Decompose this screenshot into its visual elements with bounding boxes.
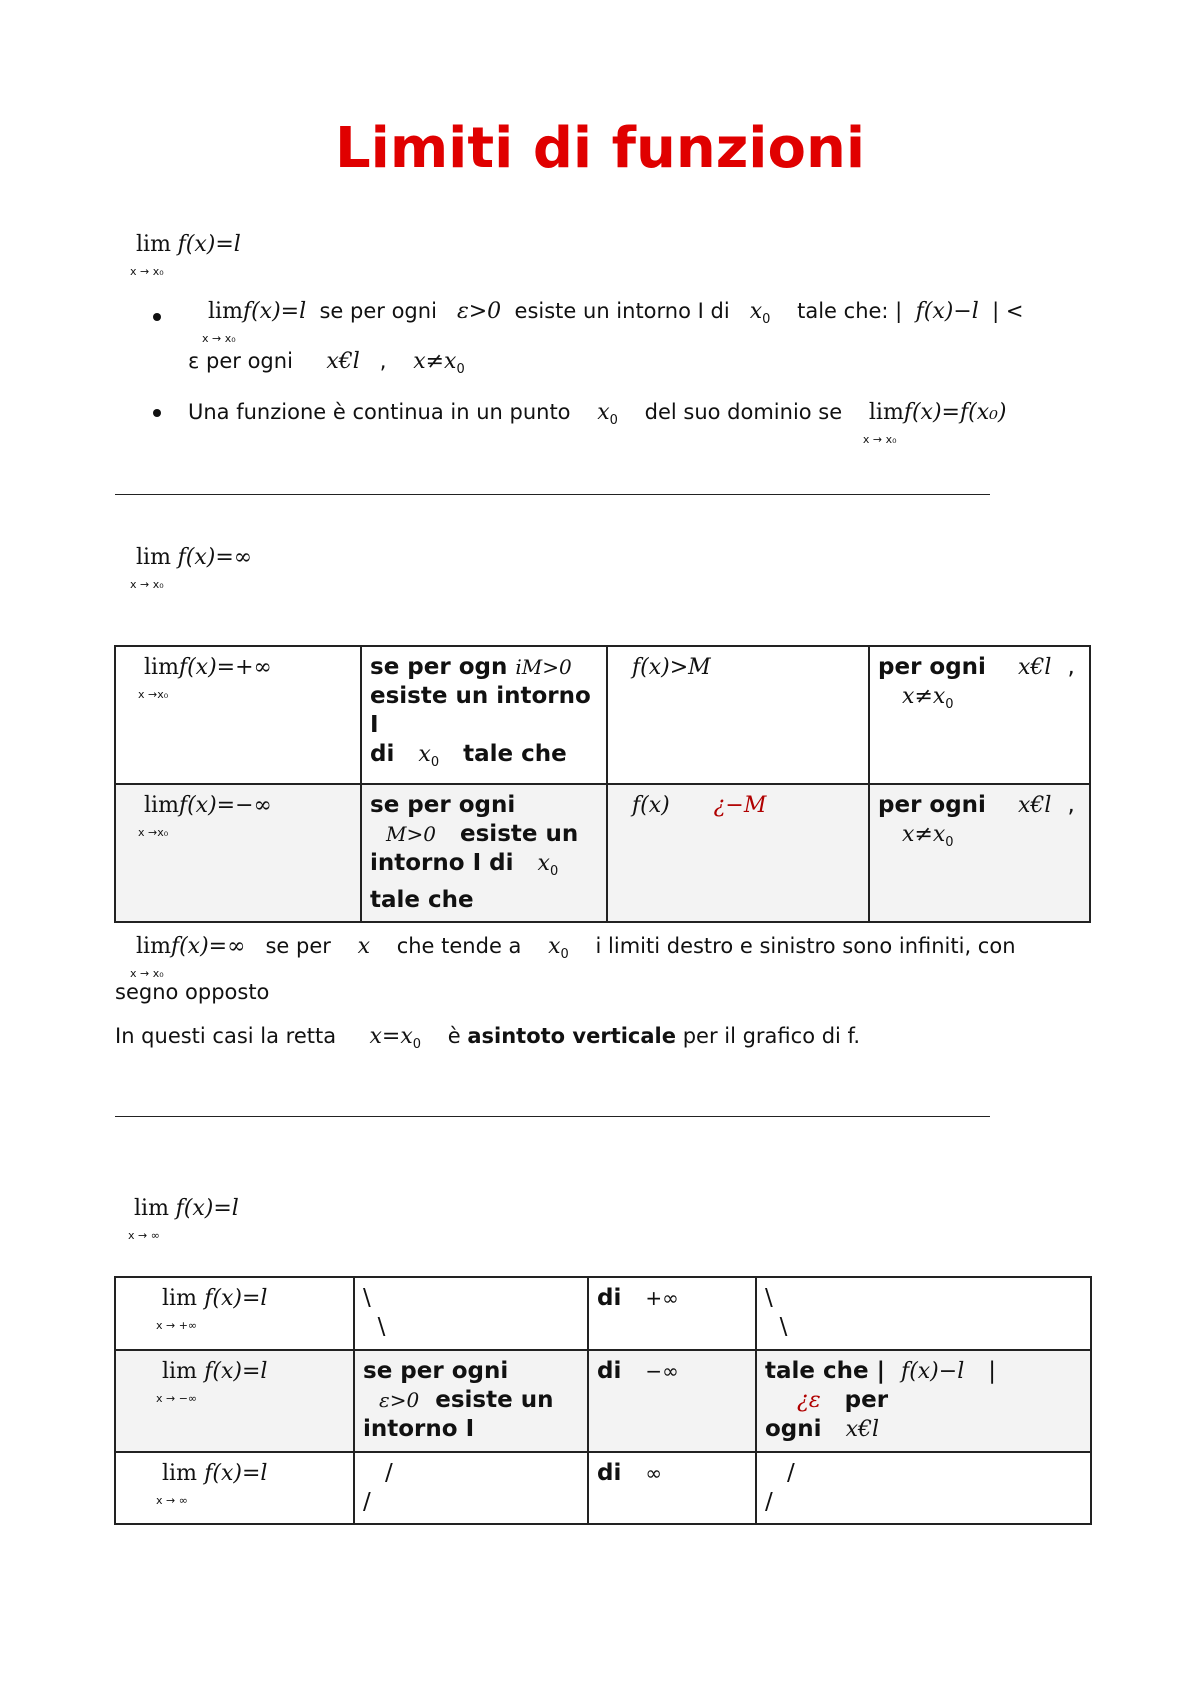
- section1-heading: lim x → x₀ f(x)=l: [130, 232, 241, 278]
- table-cell: di +∞: [588, 1277, 756, 1350]
- table-cell: lim x → ∞ f(x)=l: [115, 1452, 354, 1524]
- note-opposite-signs-cont: segno opposto: [115, 980, 270, 1004]
- divider: [115, 1116, 990, 1117]
- page-title: Limiti di funzioni: [334, 116, 866, 181]
- table-cell: per ogni x€l , $x\ne x_0$: [869, 784, 1090, 922]
- bullet-definition-limit: lim x → x₀ f(x)=l se per ogni ε>0 esiste un intorno I di $x_0$ tale che: | f(x)−l | <: [202, 299, 1024, 345]
- table-row: [115, 1452, 1091, 1524]
- table-cell: lim x → +∞ f(x)=l: [115, 1277, 354, 1350]
- table-cell: lim x →x₀ f(x)=+∞: [115, 646, 361, 784]
- table-cell: \ \: [354, 1277, 588, 1350]
- table-cell: di ∞: [588, 1452, 756, 1524]
- section2-heading: lim x → x₀ f(x)=∞: [130, 545, 253, 591]
- table-cell: se per ogn iM>0 esiste un intorno I di $x_0$ tale che: [361, 646, 607, 784]
- bullet-dot: [153, 313, 161, 321]
- table-cell: \ \: [756, 1277, 1091, 1350]
- table-cell: f(x) ¿−M: [607, 784, 869, 922]
- infinite-limit-table: [114, 645, 1091, 923]
- bullet-continuity: Una funzione è continua in un punto $x_0$ del suo dominio se lim x → x₀ f(x)=f(x₀): [188, 400, 1007, 446]
- section3-heading: lim x → ∞ f(x)=l: [128, 1196, 239, 1242]
- limit-at-infinity-table: [114, 1276, 1092, 1525]
- vertical-asymptote-note: In questi casi la retta $x=x_0$ è asintoto verticale per il grafico di f.: [115, 1024, 861, 1052]
- bullet-definition-limit-cont: ε per ogni x€l , $x\ne x_0$: [188, 349, 465, 377]
- table-cell: / /: [354, 1452, 588, 1524]
- table-row: [115, 1277, 1091, 1350]
- table-cell: tale che | f(x)−l | ¿ε per ogni x€l: [756, 1350, 1091, 1452]
- divider: [115, 494, 990, 495]
- bullet-dot: [153, 409, 161, 417]
- table-cell: lim x → −∞ f(x)=l: [115, 1350, 354, 1452]
- table-cell: per ogni x€l , $x\ne x_0$: [869, 646, 1090, 784]
- table-cell: se per ogni ε>0 esiste un intorno I: [354, 1350, 588, 1452]
- table-cell: lim x →x₀ f(x)=−∞: [115, 784, 361, 922]
- table-row: [115, 646, 1090, 784]
- table-cell: di −∞: [588, 1350, 756, 1452]
- table-row: [115, 784, 1090, 922]
- table-cell: / /: [756, 1452, 1091, 1524]
- table-row: [115, 1350, 1091, 1452]
- table-cell: se per ogni M>0 esiste un intorno I di $x_0$ tale che: [361, 784, 607, 922]
- table-cell: f(x)>M: [607, 646, 869, 784]
- note-opposite-signs: lim x → x₀ f(x)=∞ se per x che tende a $x_0$ i limiti destro e sinistro sono infiniti, con: [130, 934, 1016, 980]
